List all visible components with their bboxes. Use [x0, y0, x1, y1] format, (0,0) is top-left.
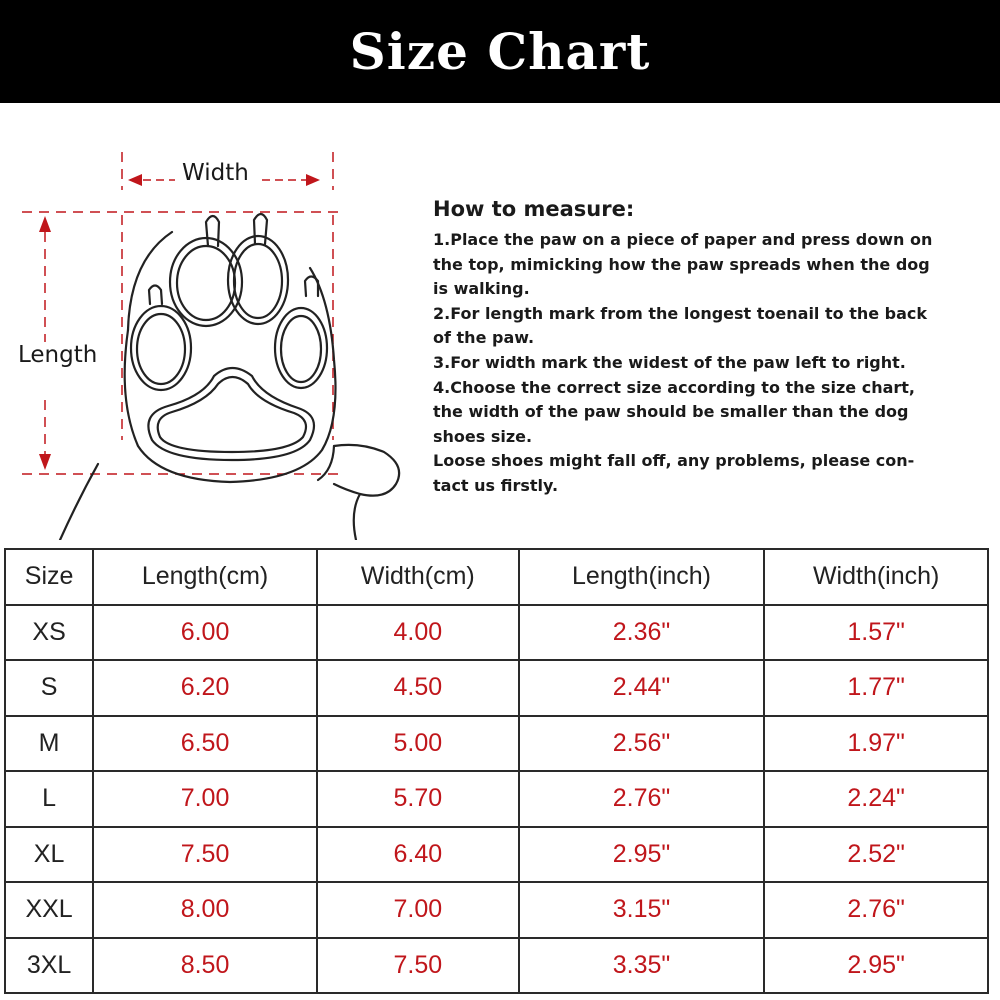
length-cm-cell: 7.50 — [93, 827, 317, 883]
width-inch-cell: 2.24" — [764, 771, 988, 827]
table-row — [5, 660, 988, 716]
width-cm-cell: 6.40 — [317, 827, 519, 883]
column-header-length-inch: Length(inch) — [519, 549, 765, 605]
length-inch-cell: 3.15" — [519, 882, 765, 938]
width-inch-cell: 1.77" — [764, 660, 988, 716]
table-row — [5, 716, 988, 772]
length-cm-cell: 6.50 — [93, 716, 317, 772]
size-cell: M — [5, 716, 93, 772]
length-inch-cell: 2.44" — [519, 660, 765, 716]
instruction-line: 2.For length mark from the longest toenail to the back — [433, 303, 928, 323]
paw-measure-diagram — [0, 140, 420, 540]
instruction-line: Loose shoes might fall off, any problems, please con- — [433, 451, 915, 471]
width-cm-cell: 5.00 — [317, 716, 519, 772]
size-cell: S — [5, 660, 93, 716]
instruction-line: the width of the paw should be smaller than the dog — [433, 402, 909, 422]
size-cell: XXL — [5, 882, 93, 938]
length-inch-cell: 2.95" — [519, 827, 765, 883]
instruction-line: 4.Choose the correct size according to the size chart, — [433, 377, 915, 397]
column-header-size: Size — [5, 549, 93, 605]
length-cm-cell: 8.50 — [93, 938, 317, 994]
column-header-length-cm: Length(cm) — [93, 549, 317, 605]
width-inch-cell: 2.52" — [764, 827, 988, 883]
table-row — [5, 882, 988, 938]
instruction-line: shoes size. — [433, 426, 533, 446]
column-header-width-cm: Width(cm) — [317, 549, 519, 605]
how-to-measure-section — [433, 197, 953, 499]
width-inch-cell: 1.57" — [764, 605, 988, 661]
width-inch-cell: 1.97" — [764, 716, 988, 772]
width-label: Width — [182, 160, 249, 186]
length-label: Length — [18, 342, 98, 368]
table-row — [5, 771, 988, 827]
instruction-line: tact us firstly. — [433, 475, 559, 495]
instruction-line: of the paw. — [433, 328, 535, 348]
length-cm-cell: 6.20 — [93, 660, 317, 716]
title-banner — [0, 0, 1000, 103]
width-cm-cell: 7.50 — [317, 938, 519, 994]
size-cell: L — [5, 771, 93, 827]
size-cell: 3XL — [5, 938, 93, 994]
length-inch-cell: 2.36" — [519, 605, 765, 661]
length-cm-cell: 7.00 — [93, 771, 317, 827]
size-table — [4, 548, 989, 994]
instruction-line: is walking. — [433, 279, 530, 299]
instruction-line: 1.Place the paw on a piece of paper and press down on — [433, 230, 933, 249]
size-cell: XL — [5, 827, 93, 883]
table-row — [5, 827, 988, 883]
page-title: Size Chart — [349, 22, 651, 81]
how-to-measure-heading: How to measure: — [433, 197, 635, 221]
width-cm-cell: 4.50 — [317, 660, 519, 716]
instruction-line: the top, mimicking how the paw spreads when the dog — [433, 254, 930, 274]
width-cm-cell: 7.00 — [317, 882, 519, 938]
length-cm-cell: 8.00 — [93, 882, 317, 938]
instruction-line: 3.For width mark the widest of the paw left to right. — [433, 352, 906, 372]
paw-illustration — [0, 140, 420, 540]
table-row — [5, 938, 988, 994]
length-inch-cell: 2.56" — [519, 716, 765, 772]
table-header-row — [5, 549, 988, 605]
length-inch-cell: 3.35" — [519, 938, 765, 994]
width-cm-cell: 4.00 — [317, 605, 519, 661]
column-header-width-inch: Width(inch) — [764, 549, 988, 605]
size-cell: XS — [5, 605, 93, 661]
width-inch-cell: 2.76" — [764, 882, 988, 938]
length-cm-cell: 6.00 — [93, 605, 317, 661]
width-inch-cell: 2.95" — [764, 938, 988, 994]
length-inch-cell: 2.76" — [519, 771, 765, 827]
table-row — [5, 605, 988, 661]
width-cm-cell: 5.70 — [317, 771, 519, 827]
